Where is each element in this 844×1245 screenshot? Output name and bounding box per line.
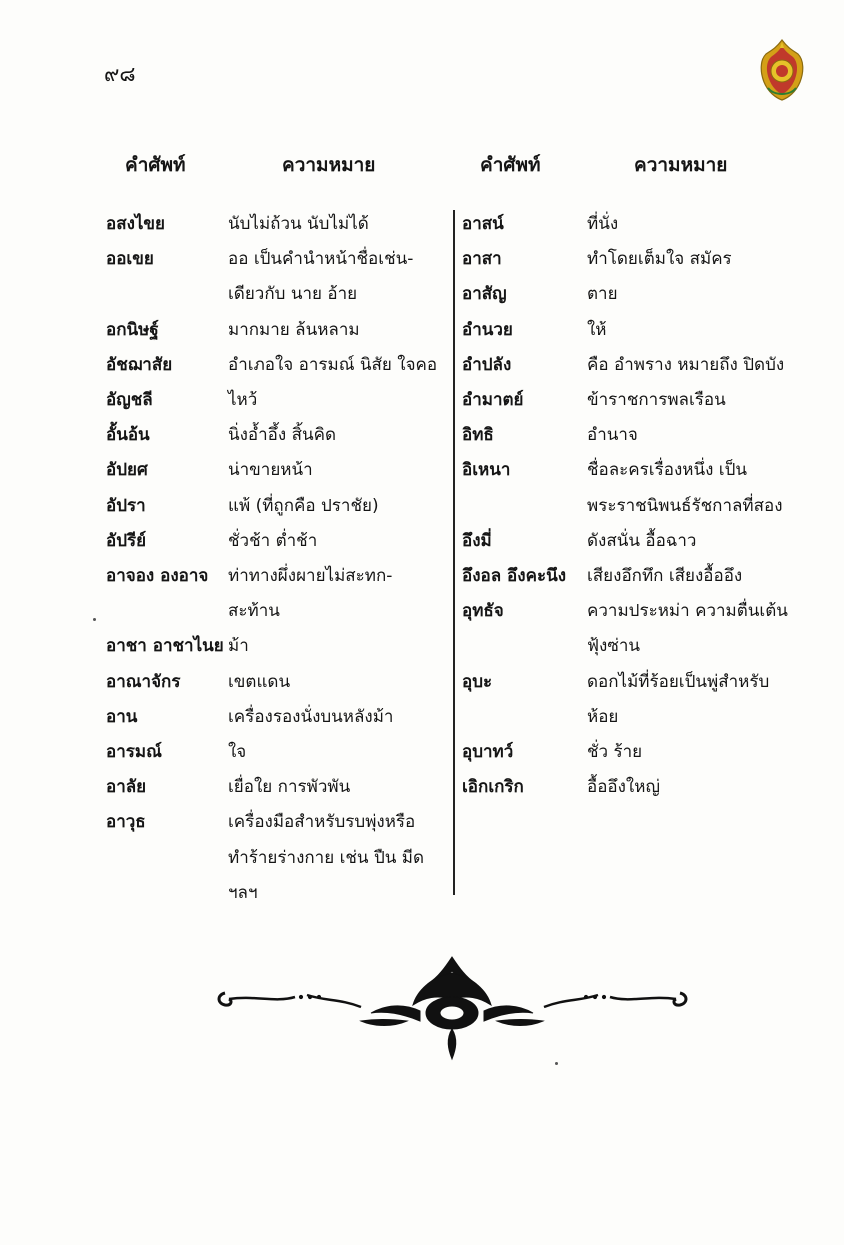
- meaning-left: ท่าทางผึ่งผายไม่สะทก-: [228, 566, 393, 586]
- meaning-left: เขตแดน: [228, 671, 291, 692]
- term-right: อำนวย: [462, 319, 513, 340]
- header-term-left: คำศัพท์: [125, 154, 186, 176]
- meaning-right: คือ อำพราง หมายถึง ปิดบัง: [587, 354, 785, 375]
- meaning-right: อื้ออึงใหญ่: [587, 777, 660, 798]
- term-right: อิทธิ: [462, 425, 494, 446]
- meaning-right: ห้อย: [587, 706, 619, 727]
- meaning-left: ฯลฯ: [228, 882, 258, 903]
- meaning-right: ดอกไม้ที่ร้อยเป็นพู่สำหรับ: [587, 671, 770, 692]
- meaning-right: ข้าราชการพลเรือน: [587, 390, 726, 410]
- term-right: อึงมี่: [462, 530, 492, 551]
- header-term-right: คำศัพท์: [480, 154, 541, 176]
- term-left: อกนิษฐ์: [106, 319, 159, 340]
- meaning-left: ออ เป็นคำนำหน้าชื่อเช่น-: [228, 249, 414, 270]
- meaning-right: ฟุ้งซ่าน: [587, 636, 641, 657]
- term-left: อสงไขย: [106, 214, 166, 234]
- term-right: อาสัญ: [462, 284, 507, 305]
- meaning-right: เสียงอึกทึก เสียงอื้ออึง: [587, 566, 743, 586]
- term-right: อิเหนา: [462, 460, 511, 481]
- meaning-left: เครื่องรองนั่งบนหลังม้า: [228, 706, 394, 727]
- meaning-right: ให้: [587, 319, 607, 340]
- term-right: อึงอล อึงคะนึง: [462, 566, 566, 586]
- meaning-left: ใจ: [228, 742, 247, 762]
- print-speck: [93, 618, 96, 621]
- meaning-left: สะท้าน: [228, 601, 280, 622]
- term-right: อุบะ: [462, 671, 493, 692]
- meaning-right: ทำโดยเต็มใจ สมัคร: [587, 249, 732, 270]
- term-left: อาจอง องอาจ: [106, 566, 209, 586]
- term-left: อาวุธ: [106, 812, 146, 833]
- meaning-left: เครื่องมือสำหรับรบพุ่งหรือ: [228, 812, 416, 833]
- term-left: อาชา อาชาไนย: [106, 636, 224, 657]
- meaning-left: เยื่อใย การพัวพัน: [228, 777, 351, 798]
- meaning-right: ที่นั่ง: [587, 214, 619, 234]
- term-left: อั้นอ้น: [106, 425, 150, 446]
- term-right: อำมาตย์: [462, 390, 524, 410]
- term-right: อำปลัง: [462, 354, 512, 375]
- term-right: อาสา: [462, 249, 502, 270]
- thai-ornament-divider-icon: [215, 955, 690, 1065]
- meaning-right: อำนาจ: [587, 425, 638, 446]
- meaning-left: นิ่งอ้ำอึ้ง สิ้นคิด: [228, 425, 337, 446]
- meaning-left: น่าขายหน้า: [228, 460, 313, 481]
- page-number: ๙๘: [104, 62, 136, 86]
- term-left: อัญชลี: [106, 390, 153, 410]
- term-right: เอิกเกริก: [462, 777, 524, 798]
- term-left: ออเขย: [106, 249, 154, 270]
- meaning-left: เดียวกับ นาย อ้าย: [228, 284, 358, 305]
- term-left: อัปยศ: [106, 460, 148, 481]
- meaning-right: ชั่ว ร้าย: [587, 742, 643, 762]
- meaning-right: ความประหม่า ความตื่นเต้น: [587, 601, 788, 622]
- meaning-left: ไหว้: [228, 390, 258, 410]
- term-right: อุบาทว์: [462, 742, 514, 762]
- term-left: อาลัย: [106, 777, 147, 798]
- header-meaning-left: ความหมาย: [282, 154, 376, 176]
- meaning-right: ดังสนั่น อื้อฉาว: [587, 530, 697, 551]
- meaning-left: ชั่วช้า ต่ำช้า: [228, 530, 318, 551]
- term-left: อัปรา: [106, 495, 146, 516]
- meaning-right: ตาย: [587, 284, 618, 305]
- term-right: อุทธัจ: [462, 601, 504, 622]
- header-meaning-right: ความหมาย: [634, 154, 728, 176]
- term-left: อัปรีย์: [106, 530, 147, 551]
- print-speck: [555, 1062, 558, 1065]
- term-left: อัชฌาสัย: [106, 354, 173, 375]
- meaning-left: มากมาย ล้นหลาม: [228, 319, 360, 340]
- term-left: อาณาจักร: [106, 671, 181, 692]
- term-left: อารมณ์: [106, 742, 162, 762]
- meaning-left: อำเภอใจ อารมณ์ นิสัย ใจคอ: [228, 354, 438, 375]
- meaning-right: พระราชนิพนธ์รัชกาลที่สอง: [587, 495, 783, 516]
- meaning-left: นับไม่ถ้วน นับไม่ได้: [228, 214, 369, 234]
- meaning-left: ม้า: [228, 636, 249, 657]
- term-left: อาน: [106, 706, 138, 727]
- meaning-right: ชื่อละครเรื่องหนึ่ง เป็น: [587, 460, 748, 481]
- column-divider: [453, 210, 455, 895]
- term-right: อาสน์: [462, 214, 504, 234]
- meaning-left: ทำร้ายร่างกาย เช่น ปืน มีด: [228, 847, 425, 868]
- meaning-left: แพ้ (ที่ถูกคือ ปราชัย): [228, 495, 379, 516]
